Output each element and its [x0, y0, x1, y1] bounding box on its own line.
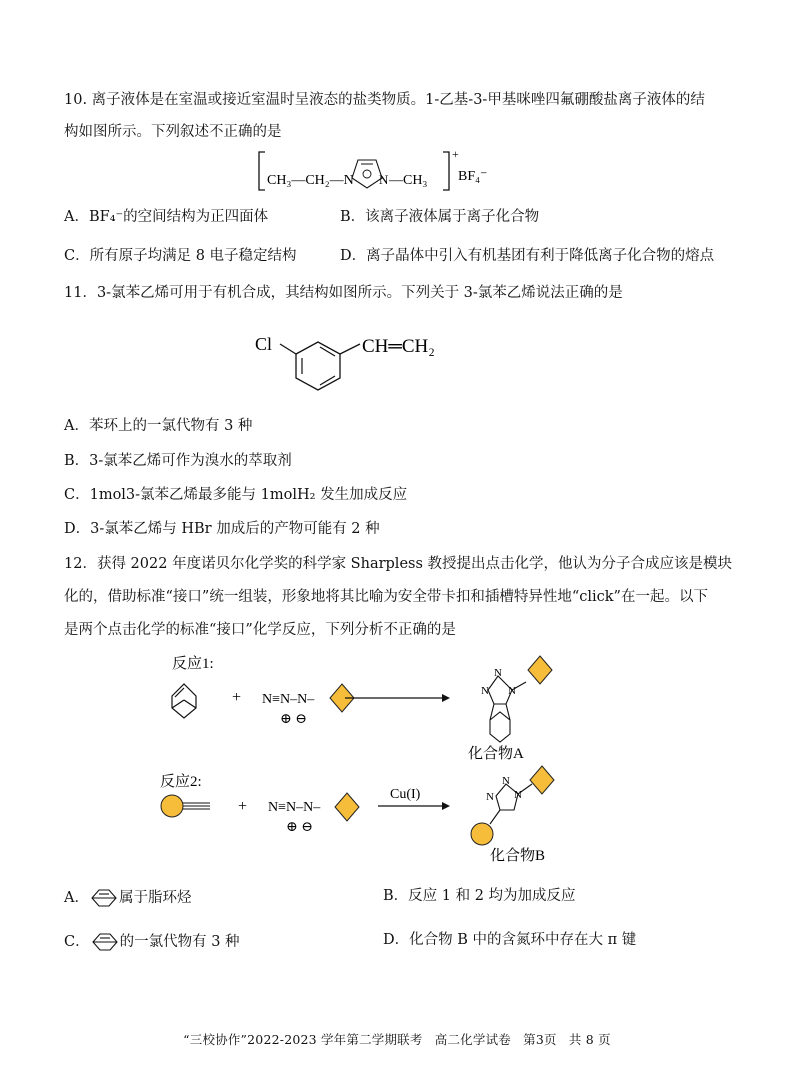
q11-option-d: D．3-氯苯乙烯与 HBr 加成后的产物可能有 2 种 [64, 521, 380, 537]
q11-option-b: B．3-氯苯乙烯可作为溴水的萃取剂 [64, 453, 292, 469]
rxn2-catalyst: Cu(I) [390, 787, 421, 802]
q10-ring-n: N [379, 172, 389, 187]
q11-option-c: C．1mol3-氯苯乙烯最多能与 1molH₂ 发生加成反应 [64, 487, 408, 503]
page-footer [0, 1030, 794, 1048]
q12-stem-line2: 化的，借助标准“接口”统一组装，形象地将其比喻为安全带卡扣和插槽特异性地“click”在一起。以下 [64, 589, 708, 605]
rxn1-azide: N≡N–N– [262, 692, 315, 707]
compound-b-structure [490, 784, 532, 824]
q10-right-methyl: —CH₃ [389, 173, 428, 188]
rxn1-azide-charges: ⊕ ⊖ [280, 712, 307, 727]
compound-a-structure [488, 676, 526, 742]
norbornene-icon [172, 684, 196, 718]
compound-a-n1: N [481, 685, 489, 697]
q12-option-a [64, 886, 191, 910]
q11-cl: Cl [255, 334, 273, 354]
q12-reaction-scheme [150, 648, 630, 870]
rxn2-plus: + [238, 798, 248, 815]
compound-b-n2: N [502, 775, 510, 787]
q11-option-a: A．苯环上的一氯代物有 3 种 [64, 418, 253, 434]
footer-exam: “三校协作”2022-2023 学年第二学期联考 [183, 1032, 423, 1047]
compound-a-label: 化合物A [468, 746, 524, 762]
rxn1-plus: + [232, 689, 242, 706]
q10-option-b: B．该离子液体属于离子化合物 [340, 209, 540, 225]
q10-charge: + [452, 148, 459, 161]
footer-total: 共 8 页 [568, 1032, 611, 1047]
compound-b-label: 化合物B [490, 848, 546, 864]
q10-structure [255, 148, 515, 194]
footer-subject: 高二化学试卷 [434, 1032, 511, 1047]
compound-b-n3: N [514, 789, 522, 801]
q10-option-c: C．所有原子均满足 8 电子稳定结构 [64, 248, 297, 264]
q12-option-a-prefix: A． [64, 890, 89, 906]
q10-option-d: D．离子晶体中引入有机基团有利于降低离子化合物的熔点 [340, 248, 715, 264]
rxn1-label: 反应1: [172, 656, 214, 672]
rxn2-azide-charges: ⊕ ⊖ [286, 820, 313, 835]
rxn2-azide: N≡N–N– [268, 800, 321, 815]
q12-stem-line3: 是两个点击化学的标准“接口”化学反应，下列分析不正确的是 [64, 622, 456, 638]
norbornene-icon [89, 886, 119, 910]
rxn2-group-circle [161, 795, 183, 817]
q11-structure [250, 326, 480, 396]
q11-vinyl: CH═CH₂ [362, 336, 435, 357]
q10-stem-line2: 构如图所示。下列叙述不正确的是 [64, 124, 282, 140]
q12-option-c-prefix: C． [64, 934, 90, 950]
q12-option-b: B．反应 1 和 2 均为加成反应 [383, 888, 576, 904]
compound-a-group-square [528, 656, 552, 684]
q12-stem-line1: 12．获得 2022 年度诺贝尔化学奖的科学家 Sharpless 教授提出点击化学，他认为分子合成应该是模块 [64, 556, 733, 572]
q12-option-d: D．化合物 B 中的含氮环中存在大 π 键 [383, 932, 637, 948]
footer-page: 第3页 [523, 1032, 557, 1047]
q10-anion: BF₄⁻ [458, 169, 488, 184]
compound-b-group-square [530, 766, 554, 794]
q11-stem: 11．3-氯苯乙烯可用于有机合成，其结构如图所示。下列关于 3-氯苯乙烯说法正确的是 [64, 285, 623, 301]
compound-b-n1: N [486, 791, 494, 803]
compound-a-n3: N [508, 685, 516, 697]
norbornene-icon [90, 930, 120, 954]
q12-option-a-text: 属于脂环烃 [118, 890, 192, 906]
compound-b-group-circle [471, 823, 493, 845]
rxn2-label: 反应2: [160, 774, 202, 790]
q10-left-chain: CH₃—CH₂—N [267, 173, 354, 188]
q10-option-a: A．BF₄⁻的空间结构为正四面体 [64, 209, 269, 225]
q12-option-c-text: 的一氯代物有 3 种 [119, 934, 240, 950]
compound-a-n2: N [494, 667, 502, 679]
q12-option-c [64, 930, 240, 954]
q10-stem-line1: 10. 离子液体是在室温或接近室温时呈液态的盐类物质。1-乙基-3-甲基咪唑四氟硼酸盐离子液体的结 [64, 92, 705, 108]
rxn2-group-square [335, 793, 359, 821]
